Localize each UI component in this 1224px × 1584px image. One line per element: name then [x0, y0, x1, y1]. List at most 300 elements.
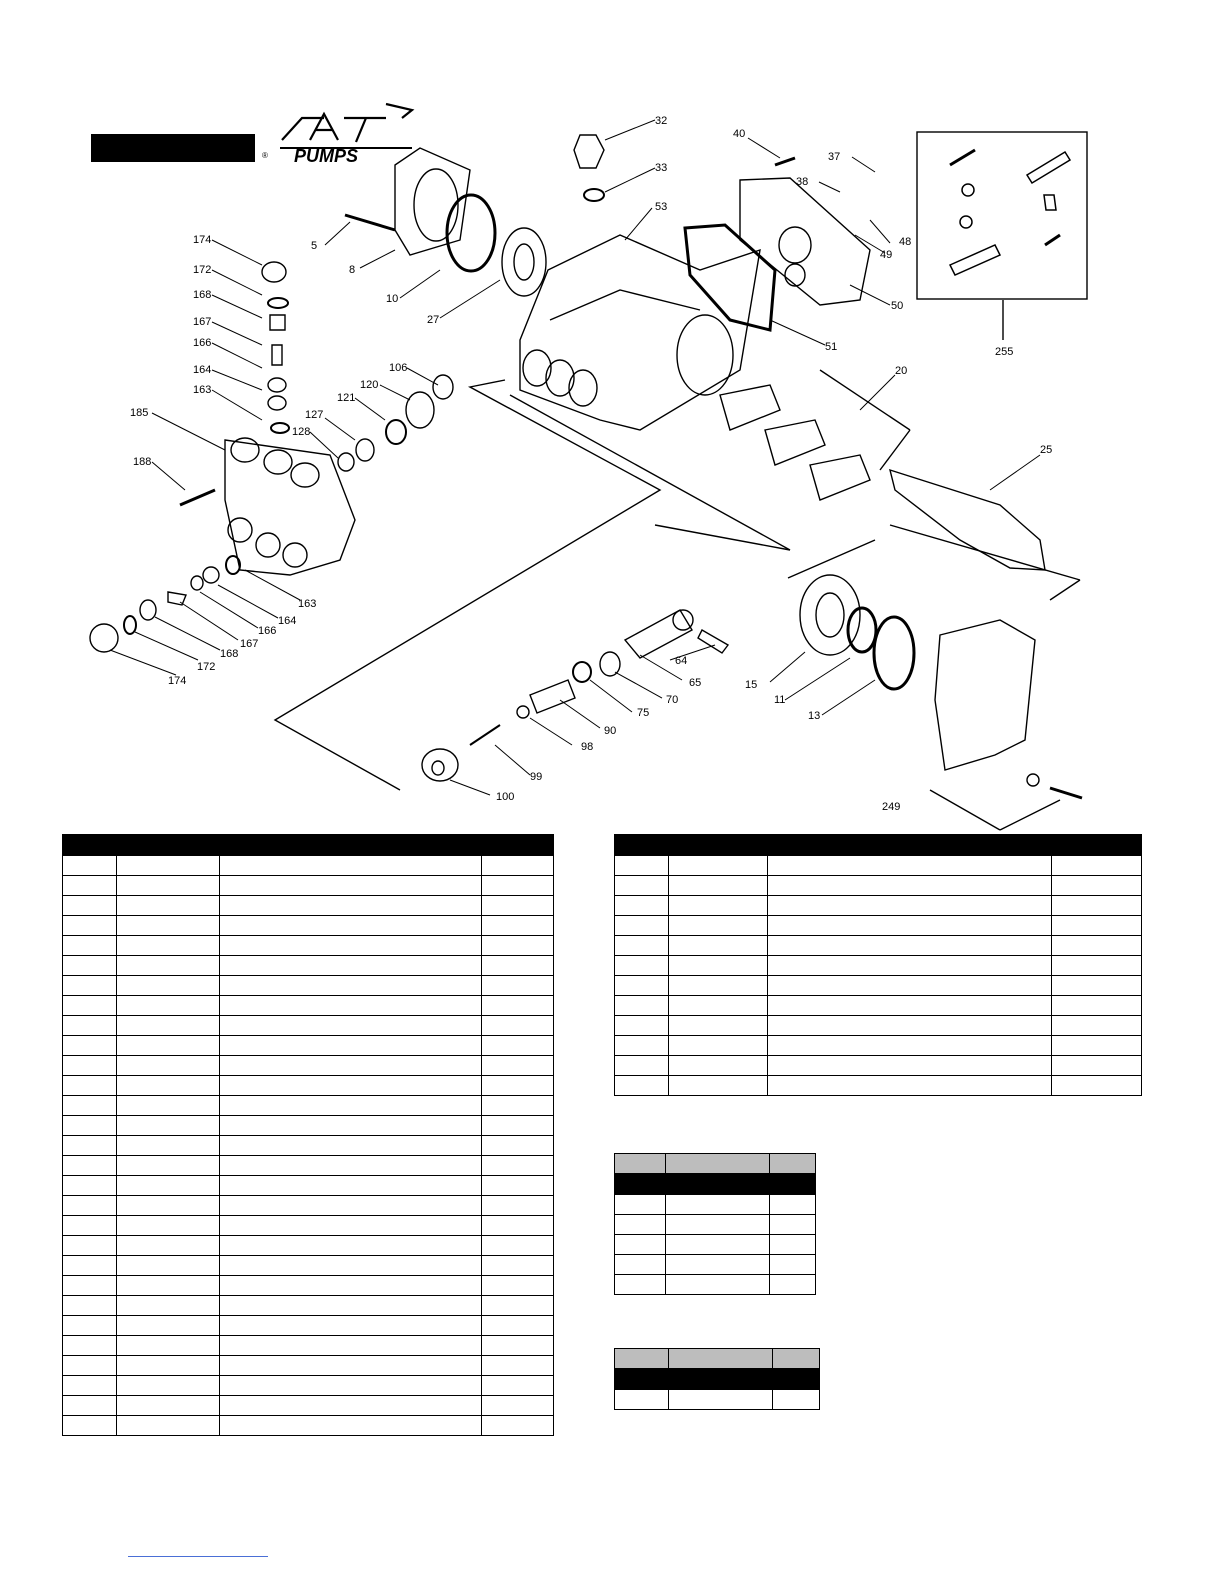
table-cell — [63, 1016, 117, 1036]
footer-link-underline[interactable] — [128, 1556, 268, 1557]
table-cell — [63, 1116, 117, 1136]
table-header-cell — [1052, 835, 1142, 856]
table-cell — [768, 996, 1052, 1016]
gasket — [685, 225, 775, 330]
table-row — [615, 876, 1142, 896]
table-cell — [482, 896, 554, 916]
table-cell — [482, 1096, 554, 1116]
callout-label: 120 — [360, 379, 379, 391]
table-cell — [1052, 916, 1142, 936]
table-cell — [482, 916, 554, 936]
callout-label: 65 — [689, 677, 702, 689]
callout-label: 100 — [496, 791, 515, 803]
callout-label: 27 — [427, 314, 440, 326]
table-cell — [482, 1036, 554, 1056]
table-row — [63, 1216, 554, 1236]
table-cell — [1052, 856, 1142, 876]
table-cell — [220, 1116, 482, 1136]
table-cell — [669, 1016, 768, 1036]
table-cell — [666, 1255, 770, 1275]
table-row — [615, 896, 1142, 916]
table-header-cell — [482, 835, 554, 856]
table-cell — [220, 1276, 482, 1296]
callout-label: 164 — [193, 364, 212, 376]
callout-label: 25 — [1040, 444, 1053, 456]
table-row — [63, 876, 554, 896]
table-cell — [669, 956, 768, 976]
callout-label: 99 — [530, 771, 543, 783]
table-cell — [669, 1076, 768, 1096]
table-cell — [117, 956, 220, 976]
table-cell — [482, 1016, 554, 1036]
callout-label: 90 — [604, 725, 617, 737]
table-cell — [220, 1176, 482, 1196]
table-cell — [669, 916, 768, 936]
table-cell — [615, 1076, 669, 1096]
table-cell — [117, 1076, 220, 1096]
table-row — [615, 1016, 1142, 1036]
table-cell — [482, 976, 554, 996]
table-cell — [220, 1416, 482, 1436]
table-cell — [768, 916, 1052, 936]
table-cell — [63, 1236, 117, 1256]
callout-label: 51 — [825, 341, 838, 353]
table-cell — [666, 1215, 770, 1235]
table-cell — [482, 1236, 554, 1256]
table-cell — [63, 1416, 117, 1436]
callout-label: 106 — [389, 362, 408, 374]
table-row — [63, 996, 554, 1016]
callout-label: 167 — [240, 638, 259, 650]
table-cell — [63, 1036, 117, 1056]
table-cell — [482, 1376, 554, 1396]
table-cell — [63, 1216, 117, 1236]
table-row — [63, 1196, 554, 1216]
table-gray-header-cell — [770, 1154, 816, 1174]
table-row — [63, 1076, 554, 1096]
table-cell — [63, 876, 117, 896]
parts-table-right — [614, 834, 1142, 1096]
table-row — [615, 1390, 820, 1410]
table-cell — [768, 1056, 1052, 1076]
table-cell — [482, 1256, 554, 1276]
svg-text:®: ® — [262, 151, 268, 160]
table-cell — [669, 936, 768, 956]
table-cell — [220, 876, 482, 896]
table-cell — [669, 1036, 768, 1056]
table-cell — [482, 1396, 554, 1416]
table-cell — [666, 1275, 770, 1295]
callout-label: 172 — [197, 661, 216, 673]
table-cell — [220, 1296, 482, 1316]
callout-label: 50 — [891, 300, 904, 312]
table-cell — [482, 1296, 554, 1316]
table-cell — [117, 1376, 220, 1396]
table-header-cell — [669, 1369, 773, 1390]
table-cell — [1052, 896, 1142, 916]
table-cell — [63, 896, 117, 916]
table-cell — [482, 1116, 554, 1136]
callout-label: 168 — [220, 648, 239, 660]
table-cell — [482, 1076, 554, 1096]
table-cell — [117, 1116, 220, 1136]
kit-table-2 — [614, 1348, 820, 1410]
callout-label: 188 — [133, 456, 152, 468]
table-row — [63, 1376, 554, 1396]
table-row — [615, 1235, 816, 1255]
table-cell — [117, 1356, 220, 1376]
table-cell — [117, 976, 220, 996]
callout-label: 255 — [995, 346, 1014, 358]
callout-label: 8 — [349, 264, 356, 276]
table-cell — [768, 1076, 1052, 1096]
table-cell — [615, 956, 669, 976]
table-cell — [669, 1056, 768, 1076]
table-row — [615, 1215, 816, 1235]
table-row — [63, 1016, 554, 1036]
side-cover — [935, 620, 1035, 770]
table-cell — [63, 1376, 117, 1396]
table-cell — [63, 1076, 117, 1096]
table-cell — [63, 1296, 117, 1316]
table-row — [63, 1336, 554, 1356]
table-cell — [1052, 936, 1142, 956]
table-cell — [220, 1036, 482, 1056]
table-cell — [220, 916, 482, 936]
table-cell — [117, 1396, 220, 1416]
table-row — [615, 976, 1142, 996]
table-cell — [117, 896, 220, 916]
table-row — [63, 976, 554, 996]
table-row — [615, 1275, 816, 1295]
table-cell — [615, 1235, 666, 1255]
table-gray-header-cell — [615, 1349, 669, 1369]
table-row — [615, 936, 1142, 956]
table-cell — [220, 1016, 482, 1036]
callout-label: 167 — [193, 316, 212, 328]
table-cell — [220, 856, 482, 876]
table-cell — [220, 1056, 482, 1076]
table-cell — [220, 1316, 482, 1336]
callout-label: 13 — [808, 710, 821, 722]
table-cell — [117, 1256, 220, 1276]
callout-label: 5 — [311, 240, 318, 252]
table-row — [63, 856, 554, 876]
callout-label: 15 — [745, 679, 758, 691]
callout-label: 49 — [880, 249, 893, 261]
table-cell — [117, 1276, 220, 1296]
table-cell — [117, 936, 220, 956]
table-cell — [482, 1356, 554, 1376]
table-cell — [669, 896, 768, 916]
table-row — [615, 856, 1142, 876]
table-cell — [220, 1156, 482, 1176]
table-cell — [768, 896, 1052, 916]
table-cell — [768, 856, 1052, 876]
callout-label: 11 — [774, 694, 786, 706]
table-row — [63, 1136, 554, 1156]
table-row — [63, 896, 554, 916]
rear-cover — [740, 178, 870, 305]
table-cell — [220, 976, 482, 996]
table-cell — [63, 996, 117, 1016]
table-cell — [117, 1156, 220, 1176]
callout-label: 75 — [637, 707, 650, 719]
callout-label: 98 — [581, 741, 594, 753]
table-cell — [482, 1056, 554, 1076]
table-row — [63, 956, 554, 976]
table-cell — [768, 1036, 1052, 1056]
table-cell — [117, 1096, 220, 1116]
table-row — [63, 936, 554, 956]
table-row — [63, 1116, 554, 1136]
table-cell — [220, 1136, 482, 1156]
callout-label: 121 — [337, 392, 356, 404]
callout-label: 33 — [655, 162, 668, 174]
callout-label: 166 — [258, 625, 277, 637]
parts-table-left — [62, 834, 554, 1436]
callout-label: 249 — [882, 801, 901, 813]
table-cell — [615, 936, 669, 956]
table-cell — [63, 1096, 117, 1116]
callout-label: 53 — [655, 201, 668, 213]
table-cell — [773, 1390, 820, 1410]
table-cell — [615, 1195, 666, 1215]
table-cell — [220, 1256, 482, 1276]
table-cell — [482, 1136, 554, 1156]
table-row — [63, 1356, 554, 1376]
table-cell — [220, 956, 482, 976]
table-cell — [768, 1016, 1052, 1036]
table-row — [63, 1096, 554, 1116]
table-row — [63, 1256, 554, 1276]
table-cell — [117, 1036, 220, 1056]
table-cell — [63, 936, 117, 956]
callout-label: 163 — [193, 384, 212, 396]
table-cell — [63, 956, 117, 976]
table-cell — [220, 1336, 482, 1356]
callout-label: 32 — [655, 115, 668, 127]
table-cell — [768, 876, 1052, 896]
table-cell — [220, 896, 482, 916]
table-row — [615, 916, 1142, 936]
table-row — [615, 1076, 1142, 1096]
table-cell — [117, 1236, 220, 1256]
table-cell — [482, 876, 554, 896]
table-cell — [770, 1235, 816, 1255]
table-cell — [220, 1216, 482, 1236]
table-cell — [669, 856, 768, 876]
callout-label: 168 — [193, 289, 212, 301]
table-cell — [1052, 876, 1142, 896]
table-row — [63, 916, 554, 936]
table-cell — [482, 956, 554, 976]
table-gray-header-cell — [615, 1154, 666, 1174]
logo-text: PUMPS — [294, 146, 359, 166]
table-cell — [482, 1336, 554, 1356]
table-cell — [768, 936, 1052, 956]
callout-label: 48 — [899, 236, 912, 248]
table-cell — [482, 936, 554, 956]
table-cell — [220, 1076, 482, 1096]
table-cell — [615, 856, 669, 876]
table-cell — [666, 1195, 770, 1215]
callout-label: 40 — [733, 128, 746, 140]
table-cell — [770, 1255, 816, 1275]
table-cell — [1052, 1076, 1142, 1096]
table-cell — [117, 1016, 220, 1036]
table-header-cell — [63, 835, 117, 856]
table-cell — [63, 1276, 117, 1296]
table-cell — [1052, 956, 1142, 976]
callout-label: 10 — [386, 293, 399, 305]
table-cell — [482, 1196, 554, 1216]
table-header-cell — [615, 835, 669, 856]
table-cell — [1052, 996, 1142, 1016]
table-cell — [63, 1256, 117, 1276]
table-row — [63, 1236, 554, 1256]
table-row — [63, 1416, 554, 1436]
table-row — [63, 1296, 554, 1316]
table-cell — [117, 1316, 220, 1336]
table-cell — [117, 916, 220, 936]
table-cell — [482, 1416, 554, 1436]
callout-label: 127 — [305, 409, 324, 421]
table-cell — [220, 1196, 482, 1216]
callout-label: 64 — [675, 655, 688, 667]
table-cell — [669, 996, 768, 1016]
table-header-cell — [220, 835, 482, 856]
table-row — [615, 1195, 816, 1215]
table-row — [63, 1036, 554, 1056]
table-cell — [117, 1416, 220, 1436]
table-cell — [1052, 1016, 1142, 1036]
table-header-cell — [117, 835, 220, 856]
table-cell — [615, 1255, 666, 1275]
table-cell — [768, 956, 1052, 976]
crankcase — [520, 235, 760, 430]
crankshaft — [890, 470, 1045, 570]
table-cell — [482, 1176, 554, 1196]
table-cell — [482, 1316, 554, 1336]
table-cell — [63, 976, 117, 996]
table-cell — [63, 1356, 117, 1376]
callout-label: 185 — [130, 407, 149, 419]
callout-label: 37 — [828, 151, 841, 163]
callout-label: 128 — [292, 426, 311, 438]
kit-table-1 — [614, 1153, 816, 1295]
table-header-cell — [666, 1174, 770, 1195]
callout-label: 166 — [193, 337, 212, 349]
table-cell — [615, 916, 669, 936]
table-cell — [669, 1390, 773, 1410]
table-cell — [482, 1156, 554, 1176]
table-header-cell — [773, 1369, 820, 1390]
table-cell — [615, 976, 669, 996]
table-header-cell — [768, 835, 1052, 856]
table-row — [615, 1255, 816, 1275]
table-cell — [220, 1396, 482, 1416]
table-row — [615, 1036, 1142, 1056]
table-header-cell — [770, 1174, 816, 1195]
table-row — [63, 1056, 554, 1076]
table-row — [615, 956, 1142, 976]
table-row — [63, 1176, 554, 1196]
table-row — [63, 1396, 554, 1416]
table-cell — [615, 1275, 666, 1295]
table-row — [615, 1056, 1142, 1076]
table-row — [63, 1316, 554, 1336]
table-gray-header-cell — [773, 1349, 820, 1369]
table-cell — [220, 1236, 482, 1256]
callout-label: 174 — [168, 675, 187, 687]
table-cell — [117, 1196, 220, 1216]
table-gray-header-cell — [666, 1154, 770, 1174]
callout-label: 172 — [193, 264, 212, 276]
table-cell — [220, 1376, 482, 1396]
table-header-cell — [669, 835, 768, 856]
table-cell — [1052, 976, 1142, 996]
table-cell — [615, 1036, 669, 1056]
table-cell — [117, 1296, 220, 1316]
table-cell — [482, 996, 554, 1016]
table-cell — [63, 1316, 117, 1336]
kit-box — [917, 132, 1087, 299]
table-cell — [63, 1396, 117, 1416]
table-cell — [63, 1136, 117, 1156]
callout-label: 38 — [796, 176, 809, 188]
table-cell — [117, 996, 220, 1016]
table-cell — [669, 976, 768, 996]
table-cell — [615, 1016, 669, 1036]
table-cell — [63, 916, 117, 936]
table-cell — [1052, 1036, 1142, 1056]
table-header-cell — [615, 1174, 666, 1195]
table-cell — [615, 896, 669, 916]
table-row — [63, 1276, 554, 1296]
table-cell — [63, 856, 117, 876]
table-cell — [770, 1275, 816, 1295]
table-cell — [615, 1390, 669, 1410]
manifold — [225, 440, 355, 575]
table-cell — [615, 1056, 669, 1076]
table-cell — [117, 856, 220, 876]
table-cell — [770, 1195, 816, 1215]
table-cell — [220, 1096, 482, 1116]
callout-label: 20 — [895, 365, 908, 377]
table-row — [63, 1156, 554, 1176]
table-cell — [482, 1276, 554, 1296]
callout-label: 164 — [278, 615, 297, 627]
table-cell — [768, 976, 1052, 996]
table-cell — [669, 876, 768, 896]
table-cell — [666, 1235, 770, 1255]
table-gray-header-cell — [669, 1349, 773, 1369]
table-cell — [482, 1216, 554, 1236]
table-cell — [1052, 1056, 1142, 1076]
table-cell — [615, 1215, 666, 1235]
table-header-cell — [615, 1369, 669, 1390]
table-row — [615, 996, 1142, 1016]
table-cell — [63, 1336, 117, 1356]
table-cell — [117, 1056, 220, 1076]
table-cell — [63, 1056, 117, 1076]
table-cell — [63, 1156, 117, 1176]
table-cell — [117, 1216, 220, 1236]
table-cell — [117, 1136, 220, 1156]
table-cell — [63, 1176, 117, 1196]
table-cell — [482, 856, 554, 876]
